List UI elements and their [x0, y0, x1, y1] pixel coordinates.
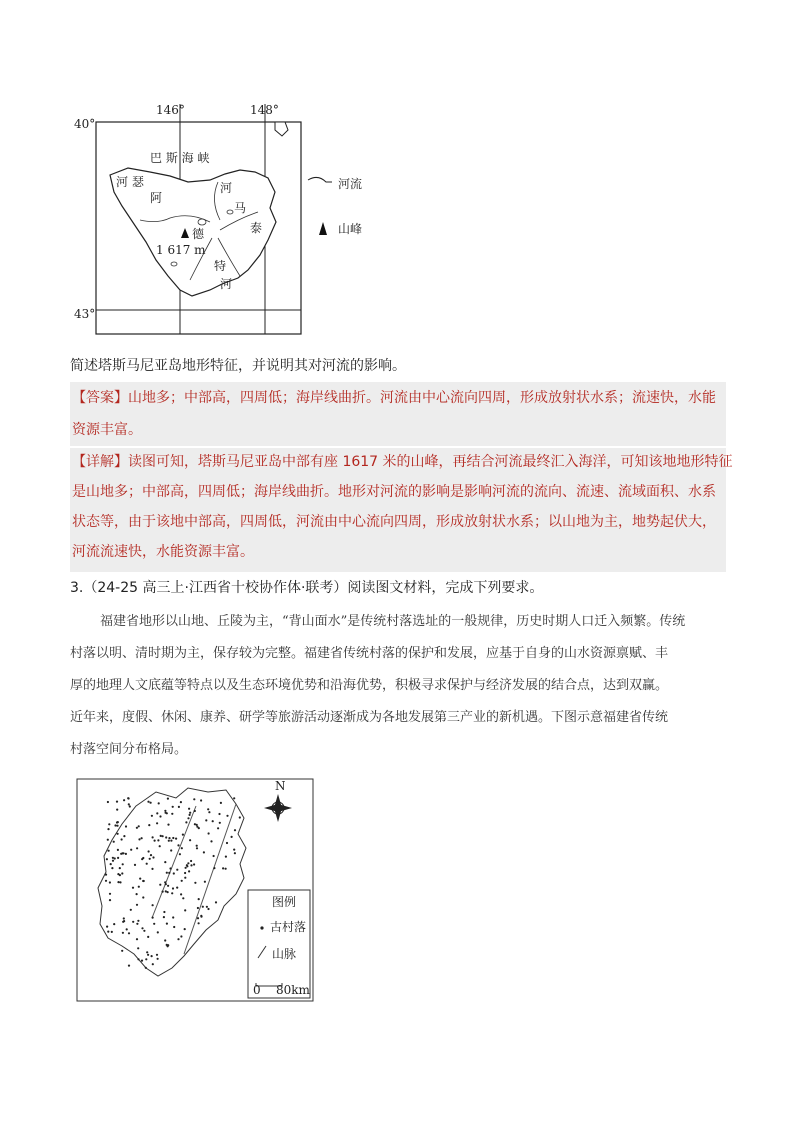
village-dot: [156, 954, 158, 956]
answer-line-1: 【答案】山地多；中部高，四周低；海岸线曲折。河流由中心流向四周，形成放射状水系；流速快，水能: [72, 390, 716, 406]
village-dot: [184, 928, 186, 930]
village-dot: [162, 891, 164, 893]
village-dot: [185, 867, 187, 869]
village-dot: [217, 827, 219, 829]
village-dot: [220, 802, 222, 804]
village-dot: [173, 872, 175, 874]
village-dot: [186, 864, 188, 866]
village-dot: [190, 864, 192, 866]
village-dot: [165, 836, 167, 838]
village-dot: [193, 863, 195, 865]
village-dot: [107, 828, 109, 830]
village-dot: [142, 880, 144, 882]
village-dot: [180, 801, 182, 803]
village-dot: [146, 951, 148, 953]
village-dot: [189, 814, 191, 816]
village-dot: [181, 847, 183, 849]
detail-line-2: 是山地多；中部高，四周低；海岸线曲折。地形对河流的影响是影响河流的流向、流速、流域面积、水系: [72, 484, 716, 500]
village-dot: [158, 802, 160, 804]
village-dot: [169, 867, 171, 869]
village-dot: [172, 887, 174, 889]
village-dot: [156, 822, 158, 824]
village-dot: [147, 801, 149, 803]
village-dot: [119, 867, 121, 869]
question-2-text: 简述塔斯马尼亚岛地形特征，并说明其对河流的影响。: [70, 358, 406, 374]
para-line: 村落空间分布格局。: [70, 742, 188, 757]
river-label: 特: [214, 259, 227, 273]
village-dot: [116, 801, 118, 803]
village-dot: [145, 958, 147, 960]
village-dot: [116, 821, 118, 823]
village-dot: [123, 917, 125, 919]
village-dot: [141, 960, 143, 962]
village-dot: [219, 822, 221, 824]
village-dot: [184, 877, 186, 879]
village-dot: [117, 857, 119, 859]
village-dot: [233, 849, 235, 851]
village-dot: [136, 904, 138, 906]
village-dot: [196, 847, 198, 849]
village-dot: [117, 873, 119, 875]
village-dot: [208, 811, 210, 813]
river-label: 瑟: [132, 175, 145, 189]
village-dot: [168, 840, 170, 842]
village-dot: [139, 878, 141, 880]
village-dot: [147, 936, 149, 938]
lat-label-40: 40°: [74, 117, 96, 131]
village-dot: [107, 931, 109, 933]
village-dot: [218, 813, 220, 815]
village-dot: [206, 906, 208, 908]
village-dot: [164, 881, 166, 883]
village-dot: [166, 872, 168, 874]
village-dot: [111, 867, 113, 869]
river-label: 阿: [150, 191, 163, 205]
village-dot: [128, 797, 130, 799]
village-dot: [177, 938, 179, 940]
village-dot: [109, 893, 111, 895]
village-dot: [123, 799, 125, 801]
village-dot: [159, 884, 161, 886]
village-dot: [167, 824, 169, 826]
village-dot: [109, 881, 111, 883]
village-dot: [157, 839, 159, 841]
question-3-heading: 3.（24-25 高三上·江西省十校协作体·联考）阅读图文材料，完成下列要求。: [70, 580, 544, 596]
village-dot: [138, 825, 140, 827]
village-dot: [167, 885, 169, 887]
village-dot: [198, 898, 200, 900]
village-dot: [163, 916, 165, 918]
village-dot: [202, 906, 204, 908]
para-line: 村落以明、清时期为主，保存较为完整。福建省传统村落的保护和发展，应基于自身的山水资源禀赋、丰: [70, 646, 669, 661]
river-legend-icon: [308, 177, 332, 182]
village-dot: [114, 824, 116, 826]
detail-tag: 【详解】: [72, 454, 128, 470]
village-dot: [136, 847, 138, 849]
village-dot: [178, 806, 180, 808]
village-dot: [125, 825, 127, 827]
village-dot: [196, 845, 198, 847]
village-dot: [122, 863, 124, 865]
village-dot: [187, 817, 189, 819]
village-dot: [130, 909, 132, 911]
village-dot: [126, 928, 128, 930]
village-dot: [198, 827, 200, 829]
village-dot: [189, 839, 191, 841]
village-dot: [119, 881, 121, 883]
village-dot: [197, 917, 199, 919]
village-dot: [123, 920, 125, 922]
village-dot: [117, 881, 119, 883]
village-dot: [152, 904, 154, 906]
river-label: 河: [116, 175, 129, 189]
para-line: 近年来，度假、休闲、康养、研学等旅游活动逐渐成为各地发展第三产业的新机遇。下图示意福建省传统: [70, 710, 669, 725]
village-dot: [172, 806, 174, 808]
village-dot: [213, 867, 215, 869]
village-dot: [173, 926, 175, 928]
village-dot: [121, 838, 123, 840]
village-dot: [134, 864, 136, 866]
village-dot: [152, 917, 154, 919]
village-dot: [190, 860, 192, 862]
village-dot: [132, 921, 134, 923]
village-dot: [132, 887, 134, 889]
village-dot: [112, 857, 114, 859]
village-dot: [226, 842, 228, 844]
village-dot: [175, 838, 177, 840]
village-dot: [212, 820, 214, 822]
peak-legend-icon: [319, 222, 327, 235]
village-dot: [177, 844, 179, 846]
village-dot: [181, 880, 183, 882]
para-line: 厚的地理人文底蕴等特点以及生态环境优势和沿海优势，积极寻求保护与经济发展的结合点，达到双赢。: [70, 678, 669, 693]
village-dot: [121, 872, 123, 874]
village-dot: [152, 856, 154, 858]
village-dot: [113, 841, 115, 843]
village-dot: [188, 808, 190, 810]
village-dot: [204, 881, 206, 883]
detail-block: [70, 448, 733, 572]
village-dot: [203, 851, 205, 853]
village-dot: [136, 938, 138, 940]
village-dot: [116, 825, 118, 827]
village-dot: [121, 950, 123, 952]
village-dot: [106, 926, 108, 928]
strait-label: 巴 斯 海 峡: [150, 151, 210, 165]
village-dot: [170, 840, 172, 842]
village-dot: [208, 832, 210, 834]
village-dot: [225, 868, 227, 870]
village-dot: [137, 920, 139, 922]
village-dot: [184, 909, 186, 911]
village-dot: [109, 899, 111, 901]
village-dot: [110, 863, 112, 865]
village-dot: [200, 799, 202, 801]
village-dot: [129, 805, 131, 807]
village-dot: [165, 890, 167, 892]
para-line: 福建省地形以山地、丘陵为主，“背山面水”是传统村落选址的一般规律，历史时期人口迁入频繁。传统: [100, 614, 686, 629]
village-dot: [234, 852, 236, 854]
lat-label-43: 43°: [74, 307, 96, 321]
village-dot: [138, 886, 140, 888]
village-dot: [184, 872, 186, 874]
village-dot: [157, 958, 159, 960]
village-dot: [164, 939, 166, 941]
village-dot: [213, 855, 215, 857]
village-dot: [107, 839, 109, 841]
river-label: 河: [220, 277, 233, 291]
village-dot: [207, 908, 209, 910]
detail-line-3: 状态等，由于该地中部高，四周低，河流由中心流向四周，形成放射状水系；以山地为主，地势起伏大，: [72, 514, 716, 530]
village-dot: [146, 863, 148, 865]
village-dot: [215, 901, 217, 903]
village-dot: [176, 869, 178, 871]
village-dot: [149, 858, 151, 860]
village-dot: [176, 887, 178, 889]
village-dot: [194, 823, 196, 825]
village-dot: [151, 955, 153, 957]
village-dot: [147, 954, 149, 956]
village-dot: [128, 803, 130, 805]
village-dot: [165, 812, 167, 814]
village-dot: [233, 797, 235, 799]
village-dot: [148, 850, 150, 852]
village-dot: [162, 835, 164, 837]
village-dot: [226, 815, 228, 817]
village-dot: [141, 837, 143, 839]
village-dot: [194, 810, 196, 812]
legend-mountain-label: 山脉: [272, 947, 297, 961]
village-dot: [108, 850, 110, 852]
village-dot: [111, 931, 113, 933]
village-dot: [225, 856, 227, 858]
village-dot: [151, 815, 153, 817]
village-dot: [164, 861, 166, 863]
village-dot: [108, 823, 110, 825]
village-dot: [182, 834, 184, 836]
village-dot: [145, 967, 147, 969]
detail-line-4: 河流流速快，水能资源丰富。: [72, 544, 254, 560]
village-dot: [163, 911, 165, 913]
village-dot: [143, 930, 145, 932]
village-dot: [167, 798, 169, 800]
legend-title: 图例: [272, 895, 297, 909]
village-dot: [136, 923, 138, 925]
village-dot: [167, 944, 169, 946]
village-dot: [136, 827, 138, 829]
peak-height-label: 1 617 m: [156, 243, 206, 257]
village-dot: [106, 858, 108, 860]
detail-line-1: 【详解】读图可知，塔斯马尼亚岛中部有座 1617 米的山峰，再结合河流最终汇入海洋，可知该地地形特征: [72, 454, 733, 470]
village-dot: [182, 897, 184, 899]
river-label: 泰: [250, 221, 263, 235]
river-label: 河: [220, 181, 233, 195]
village-dot: [166, 923, 168, 925]
village-dot: [120, 853, 122, 855]
scale-zero-label: 0: [253, 983, 261, 997]
village-dot: [151, 868, 153, 870]
village-dot: [156, 812, 158, 814]
village-dot: [122, 932, 124, 934]
village-dot: [180, 893, 182, 895]
village-dot: [117, 833, 119, 835]
village-dot: [154, 840, 156, 842]
village-dot: [152, 963, 154, 965]
village-dot: [142, 896, 144, 898]
river-label: 马: [234, 201, 247, 215]
village-dot: [198, 922, 200, 924]
answer-tag: 【答案】: [72, 390, 128, 406]
village-dot: [105, 880, 107, 882]
village-dot: [170, 849, 172, 851]
answer-block: [70, 382, 726, 446]
village-dot: [112, 860, 114, 862]
village-dot: [168, 872, 170, 874]
village-dot: [171, 813, 173, 815]
village-dot: [105, 874, 107, 876]
village-dot: [222, 867, 224, 869]
village-dot: [150, 854, 152, 856]
scale-km-label: 80km: [276, 983, 310, 997]
compass-north-label: N: [275, 779, 286, 793]
village-dot: [187, 862, 189, 864]
village-dot: [168, 837, 170, 839]
village-dot: [113, 923, 115, 925]
village-dot: [125, 853, 127, 855]
village-dot: [171, 892, 173, 894]
village-dot: [197, 907, 199, 909]
village-dot: [153, 923, 155, 925]
answer-line-2: 资源丰富。: [72, 422, 142, 438]
village-dot: [157, 931, 159, 933]
village-dot: [137, 947, 139, 949]
village-dot: [159, 815, 161, 817]
village-dot: [207, 808, 209, 810]
legend-river-label: 河流: [338, 177, 363, 191]
village-dot: [138, 838, 140, 840]
village-dot: [189, 812, 191, 814]
village-dot: [130, 849, 132, 851]
lon-label-146: 146°: [156, 103, 185, 117]
village-dot: [128, 965, 130, 967]
peak-name-label: 德: [192, 227, 205, 241]
village-dot: [172, 916, 174, 918]
village-dot: [200, 915, 202, 917]
village-dot: [128, 932, 130, 934]
village-dot: [205, 819, 207, 821]
village-dot: [231, 836, 233, 838]
village-dot: [137, 958, 139, 960]
village-dot: [188, 870, 190, 872]
village-dot: [116, 809, 118, 811]
village-dot: [194, 882, 196, 884]
village-dot: [185, 821, 187, 823]
legend-peak-label: 山峰: [338, 222, 363, 236]
village-dot: [160, 835, 162, 837]
village-dot: [210, 840, 212, 842]
village-dot: [180, 935, 182, 937]
village-dot: [150, 802, 152, 804]
village-legend-icon: [260, 926, 263, 929]
village-dot: [123, 835, 125, 837]
lon-label-148: 148°: [250, 103, 279, 117]
village-dot: [179, 853, 181, 855]
village-dot: [159, 845, 161, 847]
village-dot: [234, 829, 236, 831]
village-dot: [148, 824, 150, 826]
village-dot: [152, 836, 154, 838]
village-dot: [107, 801, 109, 803]
village-dot: [136, 893, 138, 895]
village-dot: [122, 852, 124, 854]
legend-village-label: 古村落: [270, 920, 307, 934]
village-dot: [193, 798, 195, 800]
village-dot: [141, 927, 143, 929]
village-dot: [172, 837, 174, 839]
village-dot: [239, 816, 241, 818]
fujian-map: [76, 778, 316, 1004]
village-dot: [164, 810, 166, 812]
village-dot: [142, 857, 144, 859]
tasmania-map: [70, 100, 380, 340]
village-dot: [117, 849, 119, 851]
